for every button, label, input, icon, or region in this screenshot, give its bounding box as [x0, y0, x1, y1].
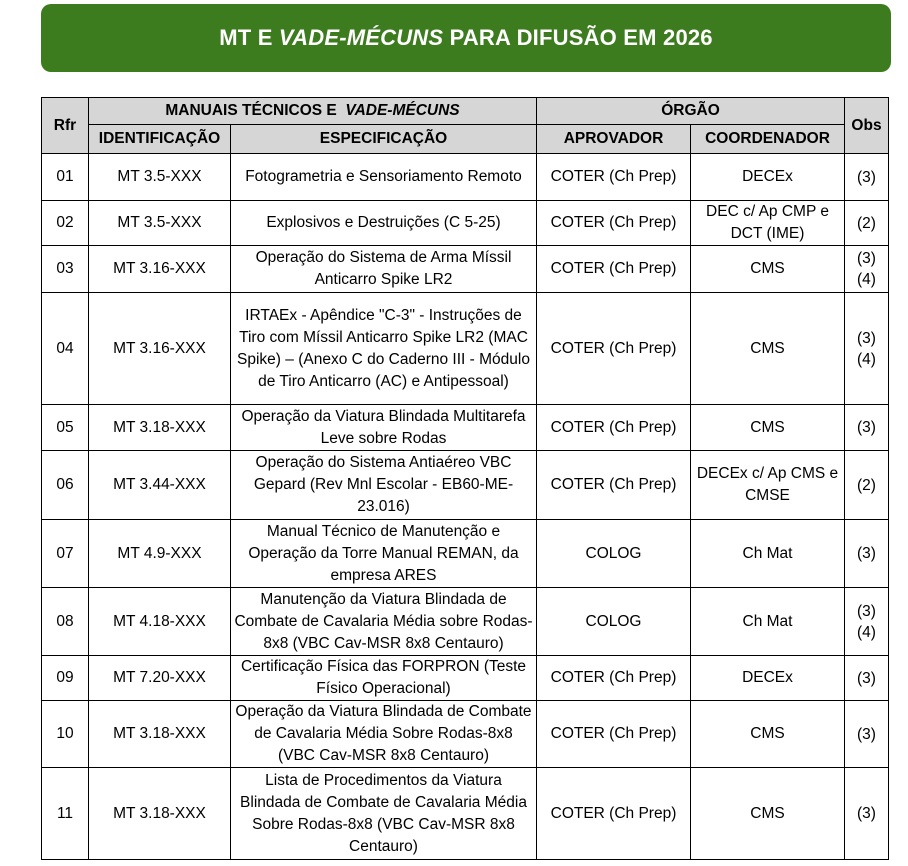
cell-identification: MT 3.18-XXX [89, 701, 231, 768]
table-body [42, 154, 889, 860]
header-coordinator: COORDENADOR [691, 125, 845, 154]
table-row [42, 154, 889, 201]
cell-obs [845, 246, 889, 293]
header-manuals-italic: VADE-MÉCUNS [345, 102, 460, 119]
table-row [42, 405, 889, 451]
cell-specification: Operação da Viatura Blindada Multitarefa Leve sobre Rodas [231, 405, 537, 451]
table-row [42, 768, 889, 860]
cell-approver: COTER (Ch Prep) [537, 154, 691, 201]
cell-coordinator: CMS [691, 701, 845, 768]
header-organ-group: ÓRGÃO [537, 98, 845, 125]
cell-identification: MT 3.44-XXX [89, 451, 231, 520]
cell-obs [845, 451, 889, 520]
cell-identification: MT 7.20-XXX [89, 656, 231, 701]
cell-obs [845, 701, 889, 768]
cell-identification: MT 4.9-XXX [89, 520, 231, 588]
cell-specification: Operação do Sistema Antiaéreo VBC Gepard (Rev Mnl Escolar - EB60-ME-23.016) [231, 451, 537, 520]
table-row [42, 701, 889, 768]
header-approver: APROVADOR [537, 125, 691, 154]
cell-obs [845, 656, 889, 701]
header-specification: ESPECIFICAÇÃO [231, 125, 537, 154]
cell-specification: Operação da Viatura Blindada de Combate de Cavalaria Média Sobre Rodas-8x8 (VBC Cav-MSR 8x8 Centauro) [231, 701, 537, 768]
banner-title-prefix: MT E [219, 25, 273, 50]
page-title-banner [41, 4, 891, 72]
cell-coordinator: Ch Mat [691, 520, 845, 588]
table-row [42, 520, 889, 588]
table-row [42, 451, 889, 520]
cell-rfr: 02 [42, 201, 89, 246]
table-row [42, 246, 889, 293]
cell-coordinator: CMS [691, 405, 845, 451]
cell-coordinator: CMS [691, 246, 845, 293]
obs-note: (4) [857, 271, 876, 288]
obs-note: (3) [857, 805, 876, 822]
obs-note: (3) [857, 250, 876, 267]
cell-specification: Manual Técnico de Manutenção e Operação da Torre Manual REMAN, da empresa ARES [231, 520, 537, 588]
cell-rfr: 11 [42, 768, 89, 860]
cell-coordinator: DECEx c/ Ap CMS e CMSE [691, 451, 845, 520]
cell-approver: COTER (Ch Prep) [537, 246, 691, 293]
cell-rfr: 01 [42, 154, 89, 201]
obs-note: (3) [857, 168, 876, 186]
cell-coordinator: DEC c/ Ap CMP e DCT (IME) [691, 201, 845, 246]
cell-rfr: 10 [42, 701, 89, 768]
cell-identification: MT 3.16-XXX [89, 246, 231, 293]
banner-title-suffix: PARA DIFUSÃO EM 2026 [449, 25, 713, 50]
cell-coordinator: CMS [691, 768, 845, 860]
cell-approver: COTER (Ch Prep) [537, 293, 691, 405]
header-manuals-group [89, 98, 537, 125]
obs-note: (3) [857, 419, 876, 436]
cell-obs [845, 768, 889, 860]
cell-identification: MT 3.5-XXX [89, 154, 231, 201]
cell-identification: MT 3.5-XXX [89, 201, 231, 246]
cell-approver: COTER (Ch Prep) [537, 405, 691, 451]
cell-specification: Lista de Procedimentos da Viatura Blindada de Combate de Cavalaria Média Sobre Rodas-8x8 (VBC Cav-MSR 8x8 Centauro) [231, 768, 537, 860]
cell-rfr: 04 [42, 293, 89, 405]
banner-title-italic: VADE-MÉCUNS [278, 25, 444, 50]
obs-note: (3) [857, 329, 876, 347]
header-identification: IDENTIFICAÇÃO [89, 125, 231, 154]
cell-rfr: 05 [42, 405, 89, 451]
cell-obs [845, 154, 889, 201]
header-obs: Obs [845, 98, 889, 154]
cell-identification: MT 3.18-XXX [89, 768, 231, 860]
cell-coordinator: DECEx [691, 154, 845, 201]
table-row [42, 656, 889, 701]
obs-note: (3) [857, 602, 876, 620]
obs-note: (2) [857, 214, 876, 232]
cell-obs [845, 520, 889, 588]
header-rfr: Rfr [42, 98, 89, 154]
cell-specification: Operação do Sistema de Arma Míssil Anticarro Spike LR2 [231, 246, 537, 293]
cell-rfr: 08 [42, 588, 89, 656]
cell-coordinator: CMS [691, 293, 845, 405]
table-row [42, 588, 889, 656]
cell-approver: COTER (Ch Prep) [537, 451, 691, 520]
cell-approver: COTER (Ch Prep) [537, 201, 691, 246]
cell-obs [845, 588, 889, 656]
obs-note: (3) [857, 669, 876, 687]
obs-note: (4) [857, 623, 876, 641]
table-row [42, 293, 889, 405]
cell-approver: COLOG [537, 520, 691, 588]
cell-approver: COTER (Ch Prep) [537, 701, 691, 768]
cell-rfr: 06 [42, 451, 89, 520]
cell-coordinator: DECEx [691, 656, 845, 701]
obs-note: (3) [857, 725, 876, 743]
cell-coordinator: Ch Mat [691, 588, 845, 656]
obs-note: (3) [857, 545, 876, 562]
cell-approver: COTER (Ch Prep) [537, 656, 691, 701]
cell-specification: Explosivos e Destruições (C 5-25) [231, 201, 537, 246]
manuals-table [41, 97, 889, 860]
table-row [42, 201, 889, 246]
cell-identification: MT 3.18-XXX [89, 405, 231, 451]
cell-rfr: 09 [42, 656, 89, 701]
header-manuals-prefix: MANUAIS TÉCNICOS E [165, 102, 342, 119]
cell-specification: Manutenção da Viatura Blindada de Combate de Cavalaria Média sobre Rodas-8x8 (VBC Cav-MSR 8x8 Centauro) [231, 588, 537, 656]
obs-note: (2) [857, 476, 876, 494]
cell-rfr: 03 [42, 246, 89, 293]
cell-identification: MT 4.18-XXX [89, 588, 231, 656]
cell-approver: COLOG [537, 588, 691, 656]
cell-approver: COTER (Ch Prep) [537, 768, 691, 860]
cell-obs [845, 405, 889, 451]
cell-specification: Certificação Física das FORPRON (Teste Físico Operacional) [231, 656, 537, 701]
cell-obs [845, 293, 889, 405]
cell-rfr: 07 [42, 520, 89, 588]
cell-specification: IRTAEx - Apêndice "C-3" - Instruções de Tiro com Míssil Anticarro Spike LR2 (MAC Spike) – (Anexo C do Caderno III - Módulo de Tiro Anticarro (AC) e Antipessoal) [231, 293, 537, 405]
obs-note: (4) [857, 350, 876, 368]
cell-obs [845, 201, 889, 246]
cell-specification: Fotogrametria e Sensoriamento Remoto [231, 154, 537, 201]
cell-identification: MT 3.16-XXX [89, 293, 231, 405]
